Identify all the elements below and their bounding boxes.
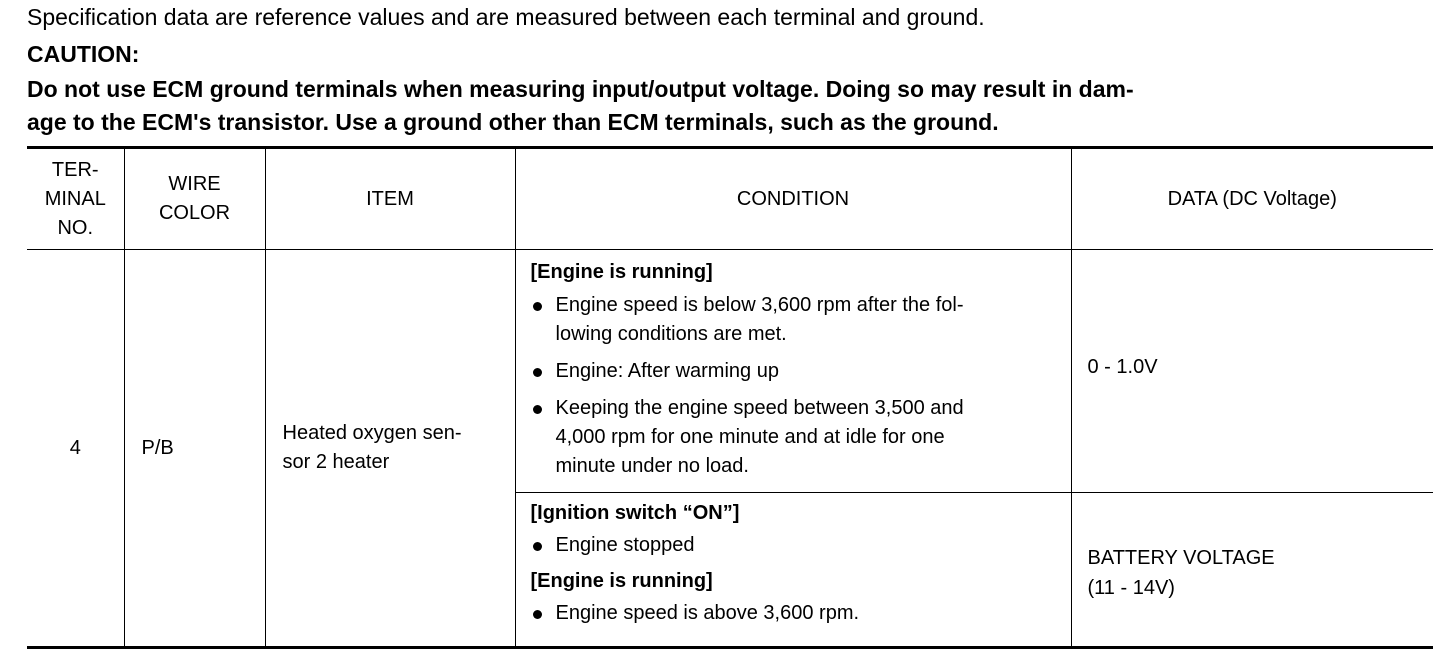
header-item: ITEM xyxy=(265,148,515,250)
terminal-spec-table xyxy=(27,146,1433,649)
condition-bullet xyxy=(531,291,1071,349)
condition-bullet xyxy=(531,357,1071,386)
condition-bullet xyxy=(531,531,1071,560)
data-value-cell xyxy=(1071,493,1433,648)
header-data: DATA (DC Voltage) xyxy=(1071,148,1433,250)
condition-bullet xyxy=(531,599,1071,628)
table-row xyxy=(27,250,1433,493)
wire-color: P/B xyxy=(124,250,265,648)
header-line: MINAL xyxy=(44,187,106,210)
header-line: NO. xyxy=(57,216,94,239)
condition-cell xyxy=(515,493,1071,648)
bullet-line: Engine stopped xyxy=(555,534,695,556)
bullet-line: Keeping the engine speed between 3,500 and xyxy=(555,397,964,419)
header-line: WIRE xyxy=(168,173,221,195)
table-header-row xyxy=(27,148,1433,250)
caution-line: Do not use ECM ground terminals when measuring input/output voltage. Doing so may result in dam- xyxy=(27,76,1134,102)
data-value: (11 - 14V) xyxy=(1087,576,1175,599)
bullet-line: Engine: After warming up xyxy=(555,360,779,382)
item-line: Heated oxygen sen- xyxy=(282,422,462,444)
item-line: sor 2 heater xyxy=(282,451,390,473)
condition-heading: [Ignition switch “ON”] xyxy=(530,502,740,524)
data-value: 0 - 1.0V xyxy=(1087,356,1158,378)
bullet-line: Engine speed is above 3,600 rpm. xyxy=(555,602,860,624)
bullet-line: Engine speed is below 3,600 rpm after the fol- xyxy=(555,294,964,316)
condition-heading: [Engine is running] xyxy=(530,261,713,283)
data-value-cell xyxy=(1071,250,1433,493)
header-condition: CONDITION xyxy=(515,148,1071,250)
bullet-line: lowing conditions are met. xyxy=(555,323,787,345)
caution-text xyxy=(27,73,1427,139)
intro-text: Specification data are reference values and are measured between each terminal and ground. xyxy=(27,4,985,30)
terminal-number: 4 xyxy=(27,250,124,648)
caution-line: age to the ECM's transistor. Use a ground other than ECM terminals, such as the ground. xyxy=(27,109,999,135)
header-line: TER- xyxy=(51,158,99,181)
condition-heading: [Engine is running] xyxy=(530,570,713,592)
header-wire-color xyxy=(124,148,265,250)
header-terminal-no xyxy=(27,148,124,250)
condition-bullet xyxy=(531,394,1071,481)
condition-cell xyxy=(515,250,1071,493)
bullet-line: minute under no load. xyxy=(555,455,749,477)
header-line: COLOR xyxy=(158,202,231,224)
bullet-line: 4,000 rpm for one minute and at idle for one xyxy=(555,426,945,448)
item-name xyxy=(265,250,515,648)
data-value: BATTERY VOLTAGE xyxy=(1087,546,1275,569)
caution-heading: CAUTION: xyxy=(27,41,140,67)
